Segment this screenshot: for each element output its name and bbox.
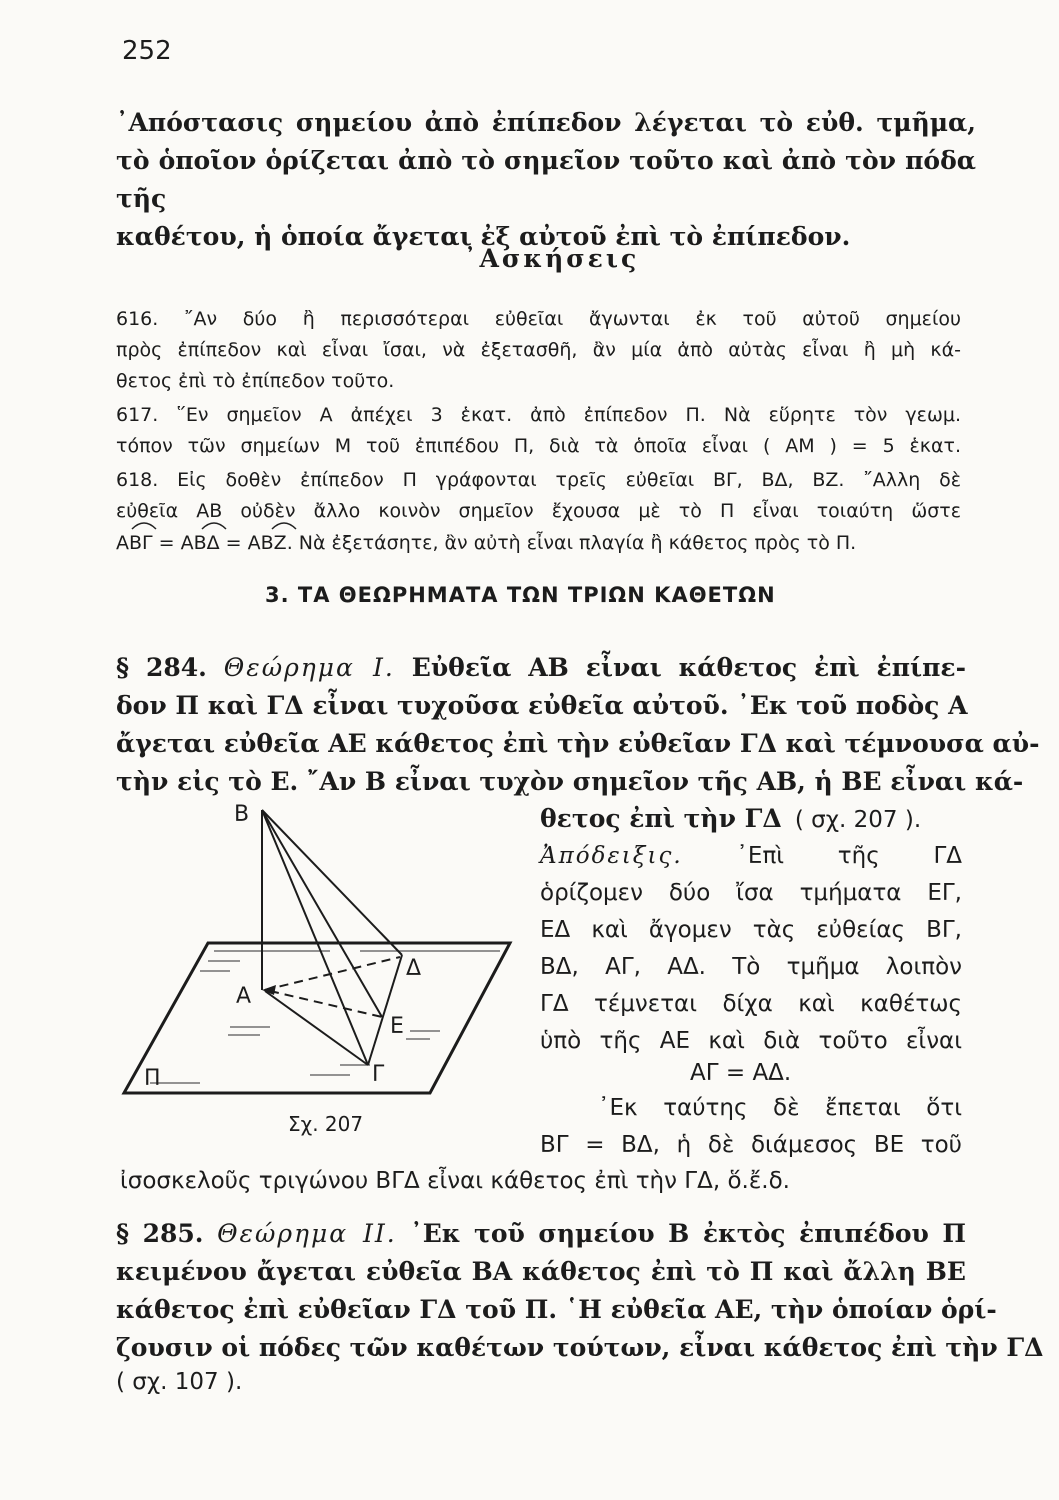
definition-paragraph <box>116 104 976 256</box>
proof-line <box>540 838 962 875</box>
angle-arcs <box>114 515 334 531</box>
theorem-2-last-line: ( σχ. 107 ). <box>116 1369 243 1395</box>
plane-pi <box>124 943 510 1093</box>
section-title: 3. ΤΑ ΘΕΩΡΗΜΑΤΑ ΤΩΝ ΤΡΙΩΝ ΚΑΘΕΤΩΝ <box>265 583 776 607</box>
theorem-2-number: § 285. <box>116 1219 204 1248</box>
theorem-1-line: τὴν εἰς τὸ Ε. ῎Αν Β εἶναι τυχὸν σημεῖον τῆς ΑΒ, ἡ ΒΕ εἶναι κά- <box>116 767 1024 796</box>
theorem-1-text: Εὐθεῖα ΑΒ εἶναι κάθετος ἐπὶ ἐπίπε- <box>411 653 966 682</box>
label-b: Β <box>234 802 250 827</box>
proof-line: ᾿Εκ ταύτης δὲ ἔπεται ὅτι <box>598 1095 962 1121</box>
proof-line: ὁρίζομεν δύο ἴσα τμήματα ΕΓ, <box>540 880 962 906</box>
theorem-1-line: δον Π καὶ ΓΔ εἶναι τυχοῦσα εὐθεῖα αὐτοῦ. ᾿Εκ τοῦ ποδὸς Α <box>116 691 968 720</box>
theorem-2-text: ᾿Εκ τοῦ σημείου Β ἐκτὸς ἐπιπέδου Π <box>410 1219 966 1248</box>
proof-equation: ΑΓ = ΑΔ. <box>690 1060 792 1086</box>
theorem-1-last-text: θετος ἐπὶ τὴν ΓΔ <box>540 804 782 833</box>
exercise-line: 616. ῎Αν δύο ἢ περισσότεραι εὐθεῖαι ἄγωνται ἐκ τοῦ αὐτοῦ σημείου <box>116 308 961 330</box>
proof-line: ΓΔ τέμνεται δίχα καὶ καθέτως <box>540 991 962 1017</box>
segment-gd <box>368 955 402 1065</box>
figure-207 <box>110 795 530 1115</box>
figure-reference: ( σχ. 207 ). <box>794 807 922 833</box>
exercise-line: τόπον τῶν σημείων Μ τοῦ ἐπιπέδου Π, διὰ τὰ ὁποῖα εἶναι ( ΑΜ ) = 5 ἑκατ. <box>116 435 961 457</box>
proof-line: ΒΔ, ΑΓ, ΑΔ. Τὸ τμῆμα λοιπὸν <box>540 954 962 980</box>
theorem-1-last-line <box>540 800 921 839</box>
proof-label: Ἀπόδειξις. <box>540 843 683 869</box>
exercise-line: 618. Εἰς δοθὲν ἐπίπεδον Π γράφονται τρεῖς εὐθεῖαι ΒΓ, ΒΔ, ΒΖ. ῎Αλλη δὲ <box>116 469 961 491</box>
proof-line: ΕΔ καὶ ἄγομεν τὰς εὐθείας ΒΓ, <box>540 917 962 943</box>
exercise-line: ΑΒΓ = ΑΒΔ = ΑΒΖ. Νὰ ἐξετάσητε, ἂν αὐτὴ εἶναι πλαγία ἢ κάθετος πρὸς τὸ Π. <box>116 532 857 554</box>
definition-line: ᾿Απόστασις σημείου ἀπὸ ἐπίπεδον λέγεται τὸ εὐθ. τμῆμα, <box>116 108 976 137</box>
theorem-2-line: ζουσιν οἱ πόδες τῶν καθέτων τούτων, εἶναι κάθετος ἐπὶ τὴν ΓΔ <box>116 1333 1044 1362</box>
label-e: Ε <box>390 1014 404 1039</box>
exercise-line: πρὸς ἐπίπεδον καὶ εἶναι ἴσαι, νὰ ἐξετασθῆ, ἂν μία ἀπὸ αὐτὰς εἶναι ἢ μὴ κά- <box>116 339 961 361</box>
exercise-line: εὐθεῖα ΑΒ οὐδὲν ἄλλο κοινὸν σημεῖον ἔχουσα μὲ τὸ Π εἶναι τοιαύτη ὥστε <box>116 500 961 522</box>
theorem-1-line: ἄγεται εὐθεῖα ΑΕ κάθετος ἐπὶ τὴν εὐθεῖαν ΓΔ καὶ τέμνουσα αὐ- <box>116 729 1040 758</box>
label-g: Γ <box>372 1062 385 1087</box>
theorem-2-label: Θεώρημα ΙΙ. <box>217 1219 397 1248</box>
proof-text: ᾿Επὶ τῆς ΓΔ <box>736 843 962 869</box>
exercise-line: θετος ἐπὶ τὸ ἐπίπεδον τοῦτο. <box>116 370 395 392</box>
theorem-1-label: Θεώρημα Ι. <box>223 653 395 682</box>
theorem-2-line <box>116 1215 966 1253</box>
theorem-2-line: κειμένου ἄγεται εὐθεῖα ΒΑ κάθετος ἐπὶ τὸ Π καὶ ἄλλη ΒΕ <box>116 1257 966 1286</box>
label-d: Δ <box>406 956 422 981</box>
proof-line: ὑπὸ τῆς ΑΕ καὶ διὰ τοῦτο εἶναι <box>540 1028 962 1054</box>
figure-caption: Σχ. 207 <box>288 1112 364 1136</box>
definition-line: τὸ ὁποῖον ὁρίζεται ἀπὸ τὸ σημεῖον τοῦτο καὶ ἀπὸ τὸν πόδα τῆς <box>116 146 976 213</box>
segment-ad <box>265 957 400 990</box>
label-a: Α <box>236 984 252 1009</box>
page-number: 252 <box>122 36 172 66</box>
proof-line: ΒΓ = ΒΔ, ἡ δὲ διάμεσος ΒΕ τοῦ <box>540 1132 962 1158</box>
label-p: Π <box>144 1066 161 1091</box>
segment-bd <box>262 810 402 955</box>
theorem-1-line <box>116 649 966 687</box>
exercise-line: 617. ῞Εν σημεῖον Α ἀπέχει 3 ἑκατ. ἀπὸ ἐπίπεδον Π. Νὰ εὕρητε τὸν γεωμ. <box>116 404 961 426</box>
theorem-2-line: κάθετος ἐπὶ εὐθεῖαν ΓΔ τοῦ Π. ῾Η εὐθεῖα ΑΕ, τὴν ὁποίαν ὁρί- <box>116 1295 997 1324</box>
exercises-heading: ᾿Ασκήσεις <box>464 244 640 273</box>
definition-line: καθέτου, ἡ ὁποία ἄγεται ἐξ αὐτοῦ ἐπὶ τὸ ἐπίπεδον. <box>116 222 851 251</box>
proof-line: ἰσοσκελοῦς τριγώνου ΒΓΔ εἶναι κάθετος ἐπὶ τὴν ΓΔ, ὅ.ἔ.δ. <box>120 1168 790 1194</box>
theorem-1-number: § 284. <box>116 653 207 682</box>
segment-ae <box>270 991 382 1017</box>
